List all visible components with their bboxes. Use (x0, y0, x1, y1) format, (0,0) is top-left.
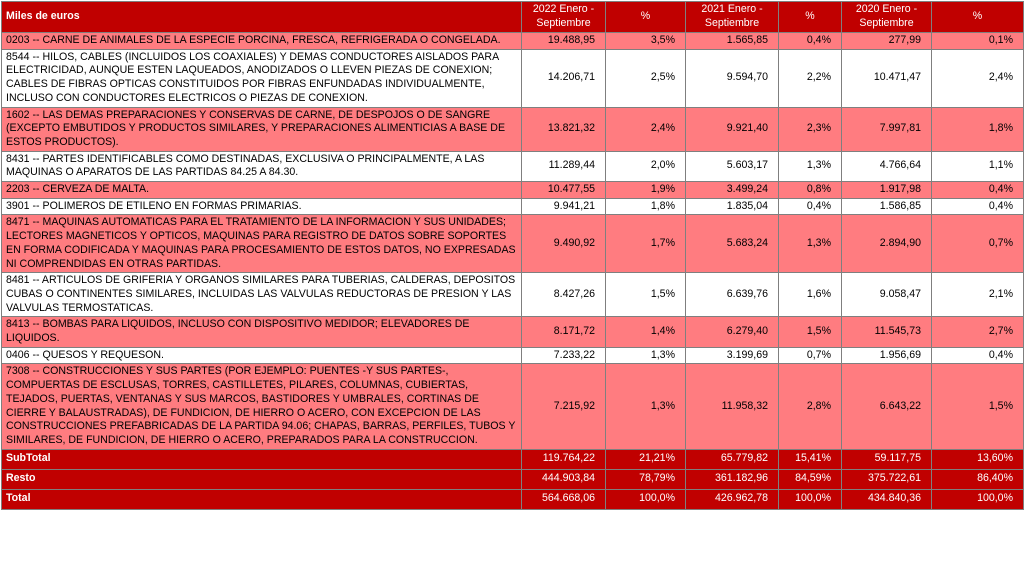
value-2022: 7.215,92 (522, 364, 606, 449)
value-2020: 7.997,81 (842, 107, 932, 151)
header-2021: 2021 Enero - Septiembre (686, 2, 779, 33)
table-row (2, 49, 1024, 107)
value-2021: 5.603,17 (686, 151, 779, 181)
table-row (2, 182, 1024, 199)
product-description: 7308 -- CONSTRUCCIONES Y SUS PARTES (POR EJEMPLO: PUENTES -Y SUS PARTES-, COMPUERTAS DE ESCLUSAS, TORRES, CASTILLETES, PILARES, COLUMNAS, CUBIERTAS, TEJADOS, PUERTAS, VENTANAS Y SUS MARCOS, BASTIDORES Y UMBRALES, CORTINAS DE CIERRE Y BALAUSTRADAS), DE FUNDICION, DE HIERRO O ACERO, CON EXCEPCION DE LAS CONSTRUCCIONES PREFABRICADAS DE LA PARTIDA 94.06; CHAPAS, BARRAS, PERFILES, TUBOS Y SIMILARES, DE FUNDICION, DE HIERRO O ACERO, PREPARADOS PARA LA CONSTRUCCION. (2, 364, 522, 449)
pct-2021: 0,8% (779, 182, 842, 199)
value-2020: 277,99 (842, 33, 932, 50)
table-row (2, 347, 1024, 364)
pct-2020: 2,4% (932, 49, 1024, 107)
table-row (2, 33, 1024, 50)
pct-2022: 1,8% (606, 198, 686, 215)
value-2021: 5.683,24 (686, 215, 779, 273)
header-pct-2021: % (779, 2, 842, 33)
value-2020: 11.545,73 (842, 317, 932, 347)
pct-2020: 0,1% (932, 33, 1024, 50)
value-2021: 3.199,69 (686, 347, 779, 364)
pct-2021: 0,4% (779, 198, 842, 215)
value-2022: 7.233,22 (522, 347, 606, 364)
pct-2022: 1,5% (606, 273, 686, 317)
value-2021: 9.594,70 (686, 49, 779, 107)
header-pct-2020: % (932, 2, 1024, 33)
table-row (2, 151, 1024, 181)
value-2020: 10.471,47 (842, 49, 932, 107)
product-description: 8413 -- BOMBAS PARA LIQUIDOS, INCLUSO CON DISPOSITIVO MEDIDOR; ELEVADORES DE LIQUIDOS. (2, 317, 522, 347)
total-2021: 426.962,78 (686, 489, 779, 509)
pct-2020: 1,8% (932, 107, 1024, 151)
pct-2020: 0,4% (932, 198, 1024, 215)
table-row (2, 198, 1024, 215)
resto-pct-2021: 84,59% (779, 469, 842, 489)
product-description: 0203 -- CARNE DE ANIMALES DE LA ESPECIE PORCINA, FRESCA, REFRIGERADA O CONGELADA. (2, 33, 522, 50)
resto-2022: 444.903,84 (522, 469, 606, 489)
value-2022: 8.427,26 (522, 273, 606, 317)
pct-2020: 0,7% (932, 215, 1024, 273)
pct-2020: 2,1% (932, 273, 1024, 317)
pct-2021: 2,8% (779, 364, 842, 449)
value-2020: 6.643,22 (842, 364, 932, 449)
pct-2021: 1,3% (779, 151, 842, 181)
subtotal-label: SubTotal (2, 449, 522, 469)
product-description: 1602 -- LAS DEMAS PREPARACIONES Y CONSERVAS DE CARNE, DE DESPOJOS O DE SANGRE (EXCEPTO EMBUTIDOS Y PRODUCTOS SIMILARES, Y PREPARACIONES ALIMENTICIAS A BASE DE ESTOS PRODUCTOS). (2, 107, 522, 151)
pct-2021: 2,3% (779, 107, 842, 151)
value-2020: 4.766,64 (842, 151, 932, 181)
resto-label: Resto (2, 469, 522, 489)
header-pct-2022: % (606, 2, 686, 33)
value-2022: 9.490,92 (522, 215, 606, 273)
table-row (2, 273, 1024, 317)
pct-2022: 1,3% (606, 364, 686, 449)
value-2022: 9.941,21 (522, 198, 606, 215)
pct-2020: 2,7% (932, 317, 1024, 347)
pct-2021: 0,7% (779, 347, 842, 364)
subtotal-pct-2022: 21,21% (606, 449, 686, 469)
subtotal-2022: 119.764,22 (522, 449, 606, 469)
value-2022: 10.477,55 (522, 182, 606, 199)
trade-table (1, 1, 1024, 510)
pct-2022: 2,4% (606, 107, 686, 151)
pct-2020: 0,4% (932, 182, 1024, 199)
value-2021: 6.639,76 (686, 273, 779, 317)
total-pct-2020: 100,0% (932, 489, 1024, 509)
value-2022: 14.206,71 (522, 49, 606, 107)
pct-2020: 1,5% (932, 364, 1024, 449)
table-row (2, 107, 1024, 151)
pct-2021: 1,5% (779, 317, 842, 347)
header-unit: Miles de euros (2, 2, 522, 33)
product-description: 0406 -- QUESOS Y REQUESON. (2, 347, 522, 364)
pct-2021: 0,4% (779, 33, 842, 50)
value-2020: 1.917,98 (842, 182, 932, 199)
value-2022: 19.488,95 (522, 33, 606, 50)
subtotal-pct-2020: 13,60% (932, 449, 1024, 469)
pct-2021: 1,6% (779, 273, 842, 317)
subtotal-row (2, 449, 1024, 469)
value-2021: 3.499,24 (686, 182, 779, 199)
total-pct-2022: 100,0% (606, 489, 686, 509)
pct-2022: 3,5% (606, 33, 686, 50)
pct-2022: 1,4% (606, 317, 686, 347)
pct-2022: 2,5% (606, 49, 686, 107)
resto-2021: 361.182,96 (686, 469, 779, 489)
pct-2021: 1,3% (779, 215, 842, 273)
pct-2020: 1,1% (932, 151, 1024, 181)
header-2022: 2022 Enero - Septiembre (522, 2, 606, 33)
header-2020: 2020 Enero - Septiembre (842, 2, 932, 33)
value-2021: 1.835,04 (686, 198, 779, 215)
total-pct-2021: 100,0% (779, 489, 842, 509)
header-row (2, 2, 1024, 33)
total-row (2, 489, 1024, 509)
subtotal-pct-2021: 15,41% (779, 449, 842, 469)
resto-2020: 375.722,61 (842, 469, 932, 489)
table-row (2, 317, 1024, 347)
subtotal-2021: 65.779,82 (686, 449, 779, 469)
product-description: 8481 -- ARTICULOS DE GRIFERIA Y ORGANOS SIMILARES PARA TUBERIAS, CALDERAS, DEPOSITOS CUBAS O CONTINENTES SIMILARES, INCLUIDAS LAS VALVULAS REDUCTORAS DE PRESION Y LAS VALVULAS TERMOSTATICAS. (2, 273, 522, 317)
table-row (2, 364, 1024, 449)
resto-pct-2020: 86,40% (932, 469, 1024, 489)
product-description: 8471 -- MAQUINAS AUTOMATICAS PARA EL TRATAMIENTO DE LA INFORMACION Y SUS UNIDADES; LECTORES MAGNETICOS Y OPTICOS, MAQUINAS PARA REGISTRO DE DATOS SOBRE SOPORTES EN FORMA CODIFICADA Y MAQUINAS PARA PROCESAMIENTO DE ESTOS DATOS, NO EXPRESADAS NI COMPRENDIDAS EN OTRAS PARTIDAS. (2, 215, 522, 273)
subtotal-2020: 59.117,75 (842, 449, 932, 469)
pct-2022: 1,7% (606, 215, 686, 273)
table-row (2, 215, 1024, 273)
product-description: 3901 -- POLIMEROS DE ETILENO EN FORMAS PRIMARIAS. (2, 198, 522, 215)
total-2020: 434.840,36 (842, 489, 932, 509)
value-2020: 9.058,47 (842, 273, 932, 317)
pct-2022: 2,0% (606, 151, 686, 181)
resto-pct-2022: 78,79% (606, 469, 686, 489)
resto-row (2, 469, 1024, 489)
value-2021: 11.958,32 (686, 364, 779, 449)
value-2021: 1.565,85 (686, 33, 779, 50)
value-2021: 9.921,40 (686, 107, 779, 151)
total-label: Total (2, 489, 522, 509)
pct-2021: 2,2% (779, 49, 842, 107)
pct-2020: 0,4% (932, 347, 1024, 364)
value-2022: 13.821,32 (522, 107, 606, 151)
value-2022: 8.171,72 (522, 317, 606, 347)
value-2021: 6.279,40 (686, 317, 779, 347)
value-2020: 2.894,90 (842, 215, 932, 273)
total-2022: 564.668,06 (522, 489, 606, 509)
product-description: 2203 -- CERVEZA DE MALTA. (2, 182, 522, 199)
pct-2022: 1,9% (606, 182, 686, 199)
product-description: 8544 -- HILOS, CABLES (INCLUIDOS LOS COAXIALES) Y DEMAS CONDUCTORES AISLADOS PARA ELECTRICIDAD, AUNQUE ESTEN LAQUEADOS, ANODIZADOS O LLEVEN PIEZAS DE CONEXION; CABLES DE FIBRAS OPTICAS CONSTITUIDOS POR FIBRAS ENFUNDADAS INDIVIDUALMENTE, INCLUSO CON CONDUCTORES ELECTRICOS O PIEZAS DE CONEXION. (2, 49, 522, 107)
value-2020: 1.586,85 (842, 198, 932, 215)
value-2020: 1.956,69 (842, 347, 932, 364)
pct-2022: 1,3% (606, 347, 686, 364)
product-description: 8431 -- PARTES IDENTIFICABLES COMO DESTINADAS, EXCLUSIVA O PRINCIPALMENTE, A LAS MAQUINAS O APARATOS DE LAS PARTIDAS 84.25 A 84.30. (2, 151, 522, 181)
value-2022: 11.289,44 (522, 151, 606, 181)
